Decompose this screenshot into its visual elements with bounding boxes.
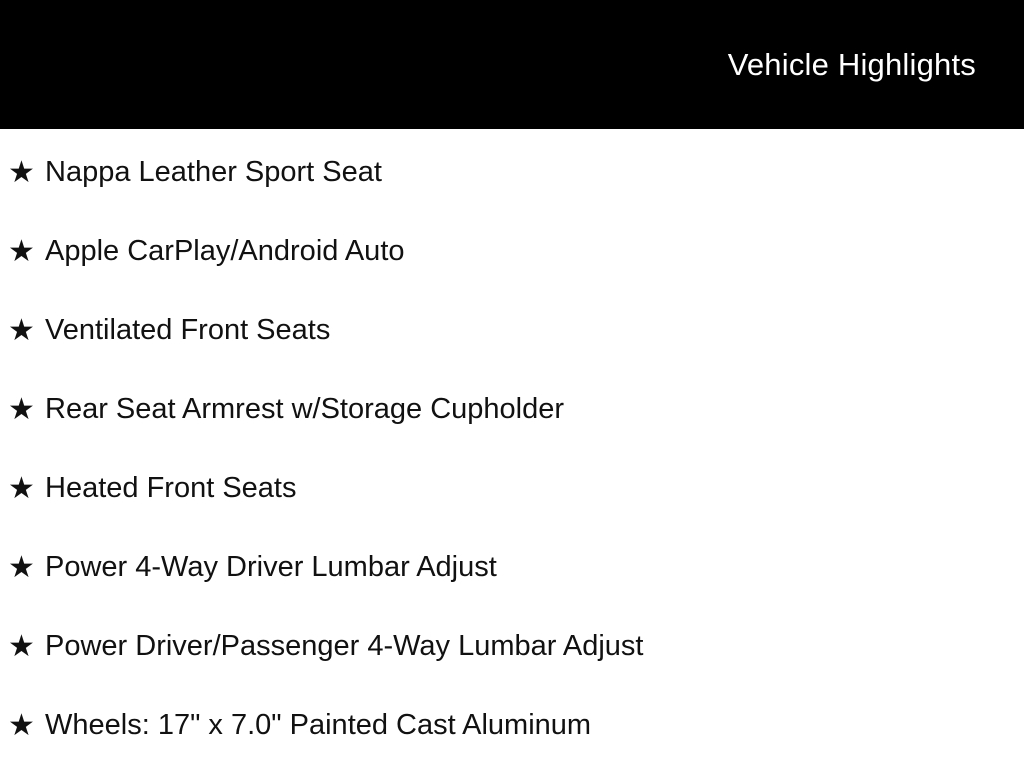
highlight-item-label: Rear Seat Armrest w/Storage Cupholder	[45, 393, 565, 425]
highlight-item	[0, 212, 1024, 291]
highlight-item	[0, 686, 1024, 765]
highlight-item	[0, 528, 1024, 607]
highlight-item	[0, 607, 1024, 686]
page-title: Vehicle Highlights	[727, 46, 976, 82]
star-icon: ★	[8, 550, 35, 584]
highlight-item-label: Heated Front Seats	[45, 472, 297, 504]
star-icon: ★	[8, 629, 35, 663]
star-icon: ★	[8, 313, 35, 347]
star-icon: ★	[8, 708, 35, 742]
highlight-item-label: Nappa Leather Sport Seat	[45, 156, 382, 188]
star-icon: ★	[8, 234, 35, 268]
header-bar	[0, 0, 1024, 129]
highlight-item	[0, 370, 1024, 449]
highlight-item	[0, 133, 1024, 212]
highlights-list	[0, 129, 1024, 765]
star-icon: ★	[8, 155, 35, 189]
star-icon: ★	[8, 471, 35, 505]
highlight-item	[0, 449, 1024, 528]
highlight-item-label: Ventilated Front Seats	[45, 314, 331, 346]
highlight-item	[0, 291, 1024, 370]
highlight-item-label: Power 4-Way Driver Lumbar Adjust	[45, 551, 497, 583]
highlight-item-label: Power Driver/Passenger 4-Way Lumbar Adjust	[45, 630, 644, 662]
highlight-item-label: Wheels: 17" x 7.0" Painted Cast Aluminum	[45, 709, 592, 741]
highlight-item-label: Apple CarPlay/Android Auto	[45, 235, 405, 267]
star-icon: ★	[8, 392, 35, 426]
